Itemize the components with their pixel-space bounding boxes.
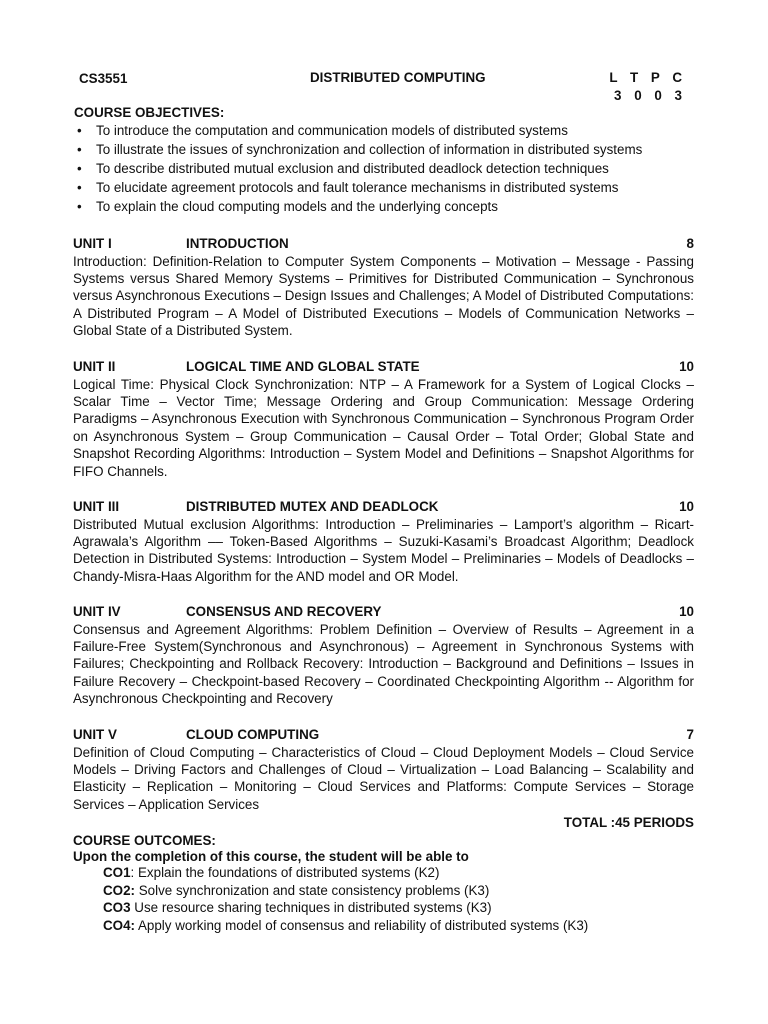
objective-item: • To illustrate the issues of synchronization and collection of information in distributed systems [74,141,714,160]
unit-heading [73,726,694,744]
unit-hours: 10 [679,359,694,374]
unit-3 [73,498,694,585]
outcomes-list [103,864,588,934]
outcomes-intro: Upon the completion of this course, the student will be able to [73,849,469,864]
unit-hours: 10 [679,604,694,619]
outcome-text: Apply working model of consensus and reliability of distributed systems (K3) [137,917,589,933]
unit-content: Definition of Cloud Computing – Characteristics of Cloud – Cloud Deployment Models – Cloud Service Models – Driving Factors and Challenges of Cloud – Virtualization – Load Balancing – Scalability and Elasticity – Replication – Monitoring – Cloud Services and Platforms: Compute Services – Storage Services – Application Services [73,744,694,812]
outcome-text: Solve synchronization and state consistency problems (K3) [138,882,490,898]
course-header [77,68,687,104]
outcome-code: CO3 [103,900,131,915]
unit-number: UNIT I [73,236,112,251]
objective-item: • To describe distributed mutual exclusion and distributed deadlock detection techniques [74,160,714,179]
unit-content: Introduction: Definition-Relation to Computer System Components – Motivation – Message - Passing Systems versus Shared Memory Systems – Primitives for Distributed Communication – Synchronous versus Asynchronous Executions – Design Issues and Challenges; A Model of Distributed Computations: A Distributed Program – A Model of Distributed Executions – Models of Communication Networks – Global State of a Distributed System. [73,253,694,339]
outcome-item [103,882,588,900]
course-title: DISTRIBUTED COMPUTING [310,70,486,85]
total-periods: TOTAL :45 PERIODS [563,815,694,830]
unit-title: DISTRIBUTED MUTEX AND DEADLOCK [186,499,439,514]
unit-content: Consensus and Agreement Algorithms: Problem Definition – Overview of Results – Agreement in a Failure-Free System(Synchronous and Asynchronous) – Agreement in Synchronous Systems with Failures; Checkpointing and Rollback Recovery: Introduction – Background and Definitions – Issues in Failure Recovery – Checkpoint-based Recovery – Coordinated Checkpointing Algorithm -- Algorithm for Asynchronous Checkpointing and Recovery [73,621,694,707]
unit-4 [73,603,694,708]
outcomes-heading: COURSE OUTCOMES: [73,833,216,848]
objective-item: • To introduce the computation and communication models of distributed systems [74,122,714,141]
unit-title: INTRODUCTION [186,236,289,251]
unit-number: UNIT V [73,727,117,742]
outcome-item [103,917,588,935]
outcome-code: CO1 [103,865,131,880]
ltpc-values: 3 0 0 3 [614,88,683,103]
course-code: CS3551 [79,71,128,86]
outcome-code: CO2: [103,882,135,898]
unit-heading [73,235,694,253]
unit-content: Distributed Mutual exclusion Algorithms: Introduction – Preliminaries – Lamport’s algorithm – Ricart- Agrawala’s Algorithm –– Token-Based Algorithms – Suzuki-Kasami’s Broadcast Algorithm; Deadlock Detection in Distributed Systems: Introduction – System Model – Preliminaries – Models of Deadlocks – Chandy-Misra-Haas Algorithm for the AND model and OR Model. [73,516,694,584]
unit-2 [73,358,694,480]
unit-heading [73,358,694,376]
unit-title: CONSENSUS AND RECOVERY [186,604,382,619]
unit-hours: 7 [686,727,694,742]
ltpc-label: L T P C [609,70,683,85]
unit-hours: 10 [679,499,694,514]
unit-number: UNIT IV [73,604,121,619]
objective-item: • To elucidate agreement protocols and fault tolerance mechanisms in distributed systems [74,179,714,198]
unit-number: UNIT III [73,499,120,514]
unit-title: LOGICAL TIME AND GLOBAL STATE [186,359,420,374]
outcome-item [103,899,588,917]
unit-hours: 8 [686,236,694,251]
objectives-list [74,122,714,217]
outcome-code: CO4: [103,917,135,933]
outcome-item [103,864,588,882]
objective-item: • To explain the cloud computing models and the underlying concepts [74,198,714,217]
outcome-separator: : [130,865,138,880]
unit-5 [73,726,694,813]
unit-title: CLOUD COMPUTING [186,727,320,742]
outcome-text: Explain the foundations of distributed systems (K2) [138,865,440,880]
unit-heading [73,603,694,621]
unit-number: UNIT II [73,359,116,374]
unit-content: Logical Time: Physical Clock Synchronization: NTP – A Framework for a System of Logical Clocks – Scalar Time – Vector Time; Message Ordering and Group Communication: Message Ordering Paradigms – Asynchronous Execution with Synchronous Communication – Synchronous Program Order on Asynchronous System – Group Communication – Causal Order – Total Order; Global State and Snapshot Recording Algorithms: Introduction – System Model and Definitions – Snapshot Algorithms for FIFO Channels. [73,376,694,479]
unit-heading [73,498,694,516]
outcome-text: Use resource sharing techniques in distributed systems (K3) [134,900,492,915]
objectives-heading: COURSE OBJECTIVES: [74,105,225,120]
unit-1 [73,235,694,340]
